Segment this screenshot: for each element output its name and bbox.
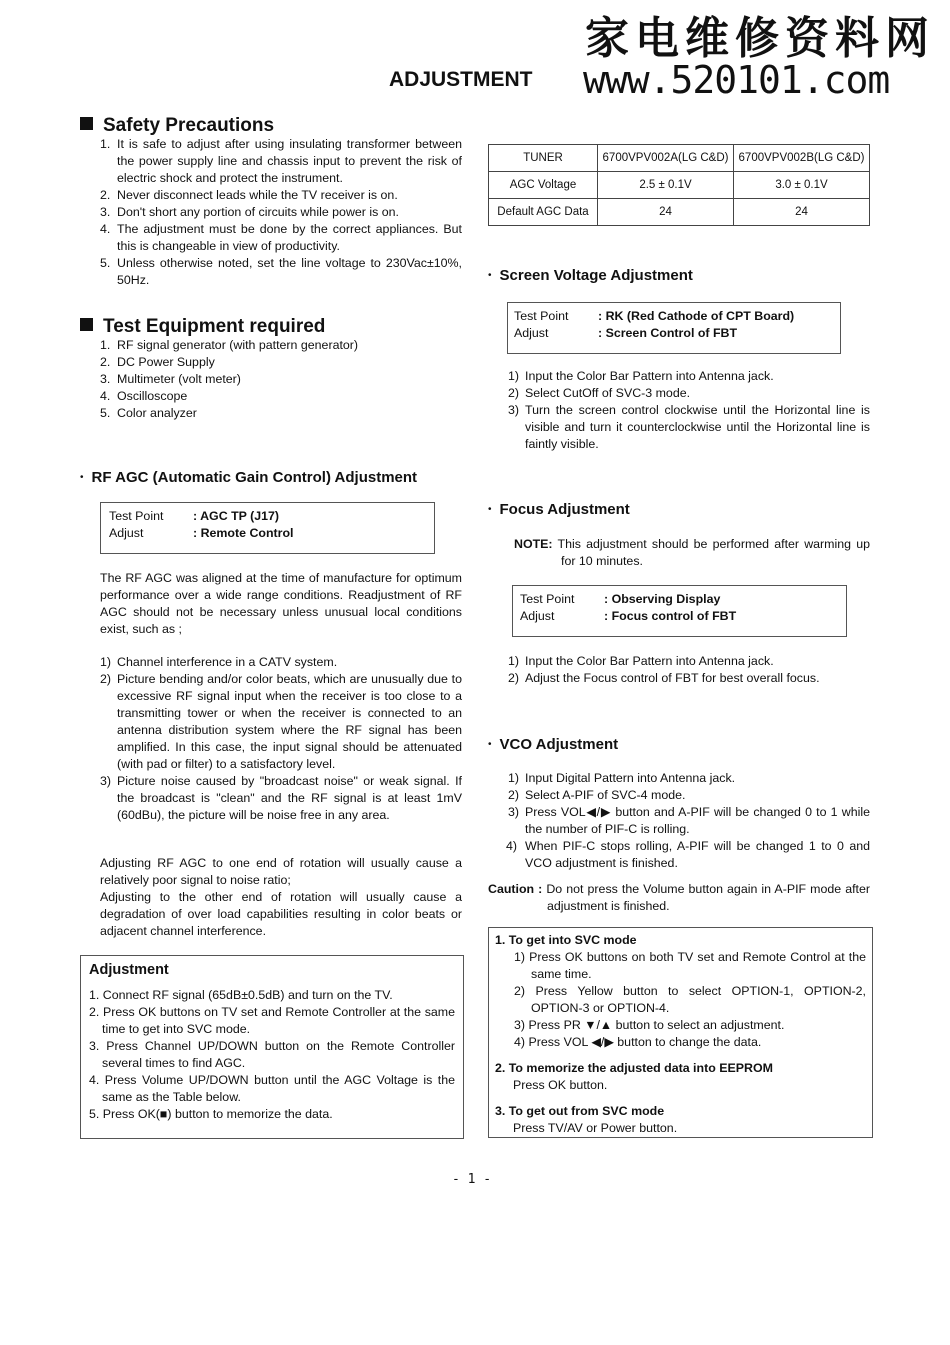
watermark-chinese: 家电维修资料网	[585, 13, 935, 64]
list-item: 2) Adjust the Focus control of FBT for best overall focus.	[508, 671, 820, 685]
rfagc-closing-1: Adjusting RF AGC to one end of rotation will usually cause a relatively poor signal to noise ratio;	[100, 856, 462, 887]
adjustment-box	[80, 955, 464, 1139]
rfagc-list	[100, 654, 462, 824]
table-row: AGC Voltage 2.5 ± 0.1V 3.0 ± 0.1V	[489, 172, 870, 199]
list-item: 4) Press VOL ◀/▶ button to change the data.	[514, 1035, 762, 1049]
svc-box	[488, 927, 873, 1138]
tuner-table	[488, 144, 870, 226]
screen-list	[508, 368, 870, 453]
list-item: 4. The adjustment must be done by the correct appliances. But this is changeable in view of productivity.	[100, 222, 462, 253]
svc-step-3-text: Press TV/AV or Power button.	[513, 1121, 678, 1135]
table-row: TUNER 6700VPV002A(LG C&D) 6700VPV002B(LG C&D)	[489, 145, 870, 172]
focus-heading: • Focus Adjustment	[488, 501, 630, 518]
page-title: ADJUSTMENT	[389, 68, 533, 91]
list-item: 2. Never disconnect leads while the TV receiver is on.	[100, 188, 398, 202]
table-row: Default AGC Data 24 24	[489, 199, 870, 226]
list-item: 2. Press OK buttons on TV set and Remote Controller at the same time to get into SVC mode.	[89, 1005, 455, 1036]
list-item: 3) Picture noise caused by "broadcast noise" or weak signal. If the broadcast is "clean" and the RF signal is at least 1mV (60dBu), the picture will be noise free in any area.	[100, 774, 462, 822]
list-item: 1. Connect RF signal (65dB±0.5dB) and turn on the TV.	[89, 988, 393, 1002]
list-item: 1. It is safe to adjust after using insulating transformer between the power supply line and chassis input to prevent the risk of electric shock and protect the instrument.	[100, 137, 462, 185]
list-item: 3) Press VOL◀/▶ button and A-PIF will be changed 0 to 1 while the number of PIF-C is rolling.	[508, 805, 870, 836]
list-item: 1) Press OK buttons on both TV set and Remote Control at the same time.	[514, 950, 866, 981]
watermark-url: www.520101.com	[583, 58, 890, 102]
svc-step-3-title: 3. To get out from SVC mode	[495, 1104, 665, 1118]
list-item: 4. Oscilloscope	[100, 389, 188, 403]
list-item: 2. DC Power Supply	[100, 355, 215, 369]
list-item: 5. Press OK(■) button to memorize the data.	[89, 1107, 333, 1121]
list-item: 4. Press Volume UP/DOWN button until the AGC Voltage is the same as the Table below.	[89, 1073, 455, 1104]
bullet-icon: •	[488, 270, 492, 281]
screen-testpoint-box: Test Point : RK (Red Cathode of CPT Board) Adjust : Screen Control of FBT	[507, 302, 841, 354]
vco-caution: Caution : Do not press the Volume button again in A-PIF mode after adjustment is finished.	[488, 882, 870, 913]
list-item: 1) Input the Color Bar Pattern into Antenna jack.	[508, 654, 774, 668]
list-item: 1) Input Digital Pattern into Antenna jack.	[508, 771, 736, 785]
bullet-icon: •	[488, 739, 492, 750]
list-item: 2) Select CutOff of SVC-3 mode.	[508, 386, 691, 400]
list-item: 5. Unless otherwise noted, set the line voltage to 230Vac±10%, 50Hz.	[100, 256, 462, 287]
list-item: 2) Picture bending and/or color beats, which are unusually due to excessive RF signal input when the receiver is too close to a transmitting tower or when the receiver is connected to an antenna distribution system where the RF signal has been amplified. In this case, the input signal should be attenuated (with pad or filter) to a satisfactory level.	[100, 672, 462, 771]
vco-heading: • VCO Adjustment	[488, 736, 619, 753]
list-item: 3. Don't short any portion of circuits while power is on.	[100, 205, 399, 219]
page-number: - 1 -	[452, 1172, 492, 1187]
list-item: 1) Input the Color Bar Pattern into Antenna jack.	[508, 369, 774, 383]
list-item: 5. Color analyzer	[100, 406, 197, 420]
svc-step-1-title: 1. To get into SVC mode	[495, 933, 637, 947]
focus-note: NOTE: This adjustment should be performed after warming up for 10 minutes.	[514, 537, 871, 568]
svc-step-2-text: Press OK button.	[513, 1078, 608, 1092]
adjustment-box-title: Adjustment	[89, 962, 169, 978]
rfagc-heading: • RF AGC (Automatic Gain Control) Adjustment	[80, 469, 418, 486]
rfagc-testpoint-box: Test Point : AGC TP (J17) Adjust : Remote Control	[100, 502, 435, 554]
list-item: 1) Channel interference in a CATV system.	[100, 655, 338, 669]
list-item: 1. RF signal generator (with pattern generator)	[100, 338, 359, 352]
vco-list	[506, 770, 870, 872]
safety-heading: Safety Precautions	[80, 115, 274, 137]
equipment-list	[100, 337, 462, 422]
square-bullet-icon	[80, 318, 93, 331]
bullet-icon: •	[80, 472, 84, 483]
list-item: 3) Turn the screen control clockwise until the Horizontal line is visible and turn it counterclockwise until the Horizontal line is faintly visible.	[508, 403, 870, 451]
svc-step-2-title: 2. To memorize the adjusted data into EEPROM	[495, 1061, 773, 1075]
list-item: 4) When PIF-C stops rolling, A-PIF will be changed 1 to 0 and VCO adjustment is finished.	[506, 839, 870, 870]
focus-list	[508, 653, 870, 687]
square-bullet-icon	[80, 117, 93, 130]
bullet-icon: •	[488, 504, 492, 515]
list-item: 3. Press Channel UP/DOWN button on the Remote Controller several times to find AGC.	[89, 1039, 455, 1070]
focus-testpoint-box: Test Point : Observing Display Adjust : Focus control of FBT	[512, 585, 847, 637]
list-item: 2) Select A-PIF of SVC-4 mode.	[508, 788, 686, 802]
rfagc-closing-2: Adjusting to the other end of rotation will usually cause a degradation of over load capabilities resulting in color beats or adjacent channel interference.	[100, 890, 462, 938]
rfagc-intro: The RF AGC was aligned at the time of manufacture for optimum performance over a wide range conditions. Readjustment of RF AGC should not be necessary unless unusual local conditions exist, such as ;	[100, 571, 462, 636]
list-item: 2) Press Yellow button to select OPTION-1, OPTION-2, OPTION-3 or OPTION-4.	[514, 984, 866, 1015]
equipment-heading: Test Equipment required	[80, 316, 325, 338]
safety-list	[100, 136, 462, 289]
list-item: 3) Press PR ▼/▲ button to select an adjustment.	[514, 1018, 785, 1032]
list-item: 3. Multimeter (volt meter)	[100, 372, 241, 386]
screen-heading: • Screen Voltage Adjustment	[488, 267, 693, 284]
